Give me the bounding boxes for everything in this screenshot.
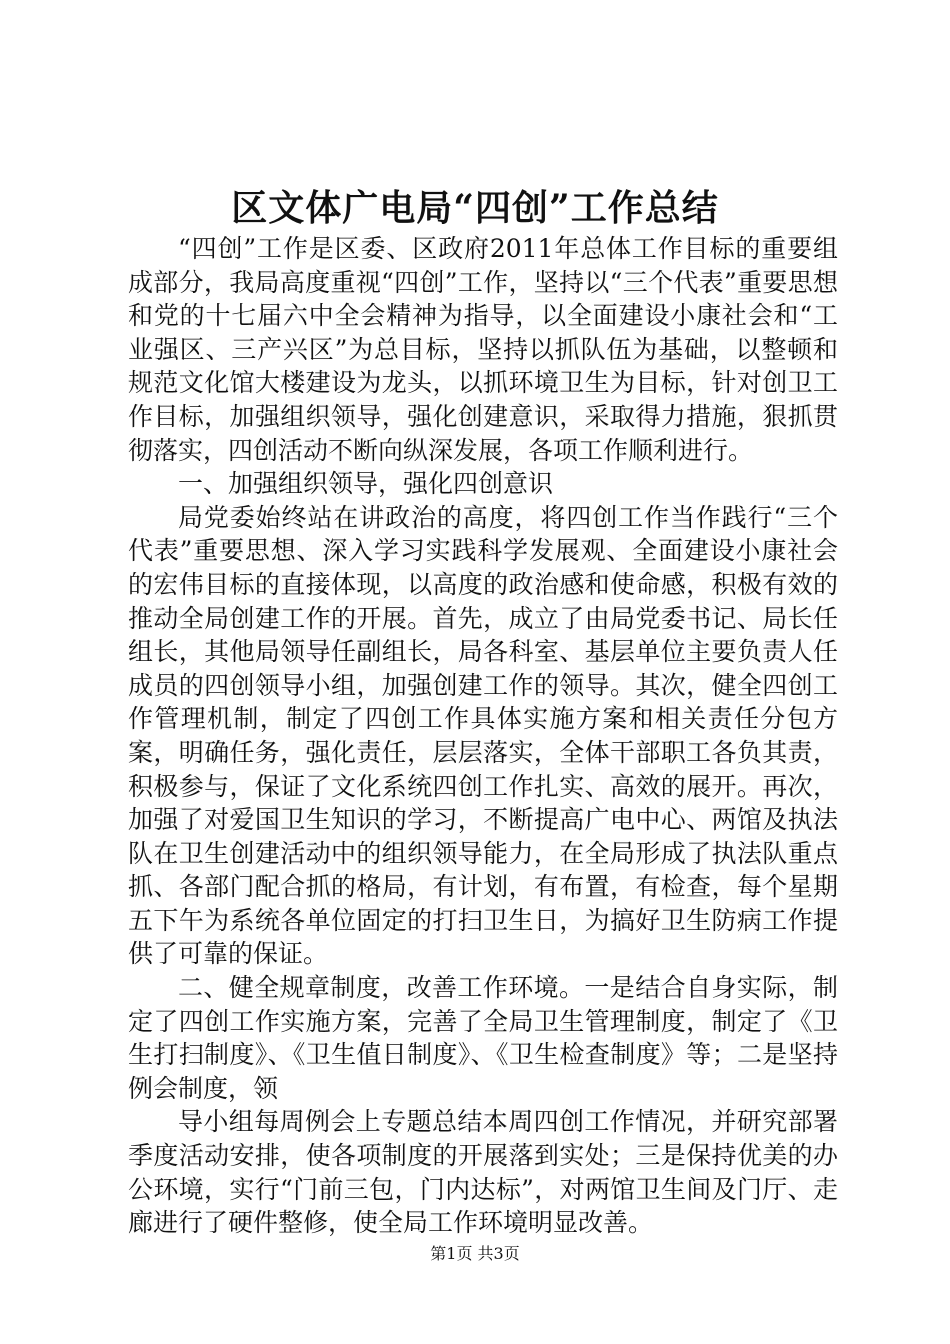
document-body (128, 232, 838, 1240)
section-heading-1: 一、加强组织领导，强化四创意识 (178, 469, 554, 499)
section-2-paragraph: 二、健全规章制度，改善工作环境。一是结合自身实际，制定了四创工作实施方案，完善了全局卫生管理制度，制定了《卫生打扫制度》、《卫生值日制度》、《卫生检查制度》等；二是坚持例会制度，领 (128, 973, 838, 1103)
page-number-footer: 第1页 共3页 (430, 1244, 520, 1263)
document-title: 区文体广电局“四创”工作总结 (231, 187, 719, 229)
intro-paragraph: “四创”工作是区委、区政府2011年总体工作目标的重要组成部分，我局高度重视“四创”工作，坚持以“三个代表”重要思想和党的十七届六中全会精神为指导，以全面建设小康社会和“工业强区、三产兴区”为总目标，坚持以抓队伍为基础，以整顿和规范文化馆大楼建设为龙头，以抓环境卫生为目标，针对创卫工作目标，加强组织领导，强化创建意识，采取得力措施，狠抓贯彻落实，四创活动不断向纵深发展，各项工作顺利进行。 (128, 234, 838, 465)
section-1-paragraph: 局党委始终站在讲政治的高度，将四创工作当作践行“三个代表”重要思想、深入学习实践科学发展观、全面建设小康社会的宏伟目标的直接体现，以高度的政治感和使命感，积极有效的推动全局创建工作的开展。首先，成立了由局党委书记、局长任组长，其他局领导任副组长，局各科室、基层单位主要负责人任成员的四创领导小组，加强创建工作的领导。其次，健全四创工作管理机制，制定了四创工作具体实施方案和相关责任分包方案，明确任务，强化责任，层层落实，全体干部职工各负其责，积极参与，保证了文化系统四创工作扎实、高效的展开。再次，加强了对爱国卫生知识的学习，不断提高广电中心、两馆及执法队在卫生创建活动中的组织领导能力，在全局形成了执法队重点抓、各部门配合抓的格局，有计划，有布置，有检查，每个星期五下午为系统各单位固定的打扫卫生日，为搞好卫生防病工作提供了可靠的保证。 (128, 502, 838, 969)
section-2-continued-paragraph: 导小组每周例会上专题总结本周四创工作情况，并研究部署季度活动安排，使各项制度的开展落到实处；三是保持优美的办公环境，实行“门前三包，门内达标”，对两馆卫生间及门厅、走廊进行了硬件整修，使全局工作环境明显改善。 (128, 1107, 838, 1238)
